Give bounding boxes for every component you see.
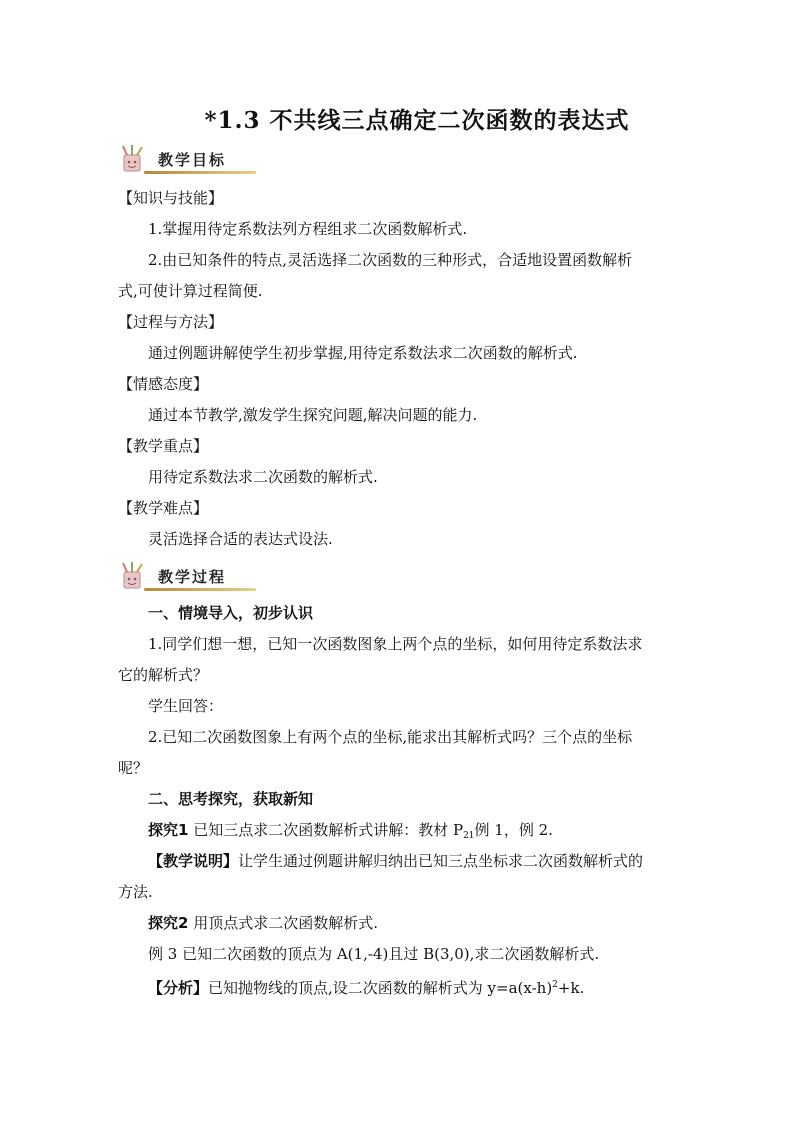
section-underline <box>144 171 256 174</box>
text-span: 已知三点求二次函数解析式讲解：教材 P <box>188 821 464 839</box>
section-underline <box>144 588 256 591</box>
pencil-cup-icon <box>118 562 148 590</box>
analysis-label: 【分析】 <box>148 979 209 997</box>
example-line: 例 3 已知二次函数的顶点为 A(1,-4)且过 B(3,0),求二次函数解析式. <box>148 945 600 963</box>
pencil-cup-icon <box>118 145 148 173</box>
paragraph: 它的解析式？ <box>118 666 209 684</box>
paragraph: 用待定系数法求二次函数的解析式. <box>148 468 378 486</box>
section-header-goals <box>118 145 258 175</box>
text-span: 例 1，例 2. <box>474 821 553 839</box>
paragraph <box>148 850 708 872</box>
paragraph: 呢？ <box>118 759 149 777</box>
superscript: 2 <box>552 980 558 990</box>
explore-label: 探究1 <box>148 821 189 839</box>
paragraph: 方法. <box>118 883 153 901</box>
paragraph: 学生回答： <box>148 697 224 715</box>
paragraph: 通过本节教学,激发学生探究问题,解决问题的能力. <box>148 406 478 424</box>
text-span: +k. <box>557 979 585 997</box>
text-span: 已知抛物线的顶点,设二次函数的解析式为 y=a(x-h) <box>208 979 553 997</box>
paragraph <box>148 912 708 934</box>
paragraph: 灵活选择合适的表达式设法. <box>148 530 333 548</box>
paragraph: 通过例题讲解使学生初步掌握,用待定系数法求二次函数的解析式. <box>148 344 578 362</box>
heading-attitude: 【情感态度】 <box>118 375 209 393</box>
paragraph: 2.已知二次函数图象上有两个点的坐标,能求出其解析式吗？三个点的坐标 <box>148 728 633 746</box>
page-title: *1.3 不共线三点确定二次函数的表达式 <box>204 107 630 134</box>
heading-difficulties: 【教学难点】 <box>118 499 209 517</box>
subsection-title: 二、思考探究，获取新知 <box>148 790 314 808</box>
section-header-process <box>118 562 258 592</box>
text-span: 让学生通过例题讲解归纳出已知三点坐标求二次函数解析式的 <box>238 852 644 870</box>
note-label: 【教学说明】 <box>148 852 239 870</box>
explore-label: 探究2 <box>148 914 189 932</box>
text-span: 用顶点式求二次函数解析式. <box>188 914 378 932</box>
paragraph: 2.由已知条件的特点,灵活选择二次函数的三种形式，合适地设置函数解析 <box>148 251 633 269</box>
paragraph: 1.掌握用待定系数法列方程组求二次函数解析式. <box>148 220 468 238</box>
paragraph: 1.同学们想一想，已知一次函数图象上两个点的坐标，如何用待定系数法求 <box>148 635 643 653</box>
subscript: 21 <box>463 831 475 841</box>
paragraph <box>148 974 708 999</box>
subsection-title: 一、情境导入，初步认识 <box>148 604 314 622</box>
section-label: 教学目标 <box>158 151 227 169</box>
heading-knowledge: 【知识与技能】 <box>118 189 224 207</box>
section-label: 教学过程 <box>158 568 227 586</box>
paragraph: 式,可使计算过程简便. <box>118 282 263 300</box>
heading-process-method: 【过程与方法】 <box>118 313 224 331</box>
paragraph <box>148 819 708 847</box>
heading-key-points: 【教学重点】 <box>118 437 209 455</box>
